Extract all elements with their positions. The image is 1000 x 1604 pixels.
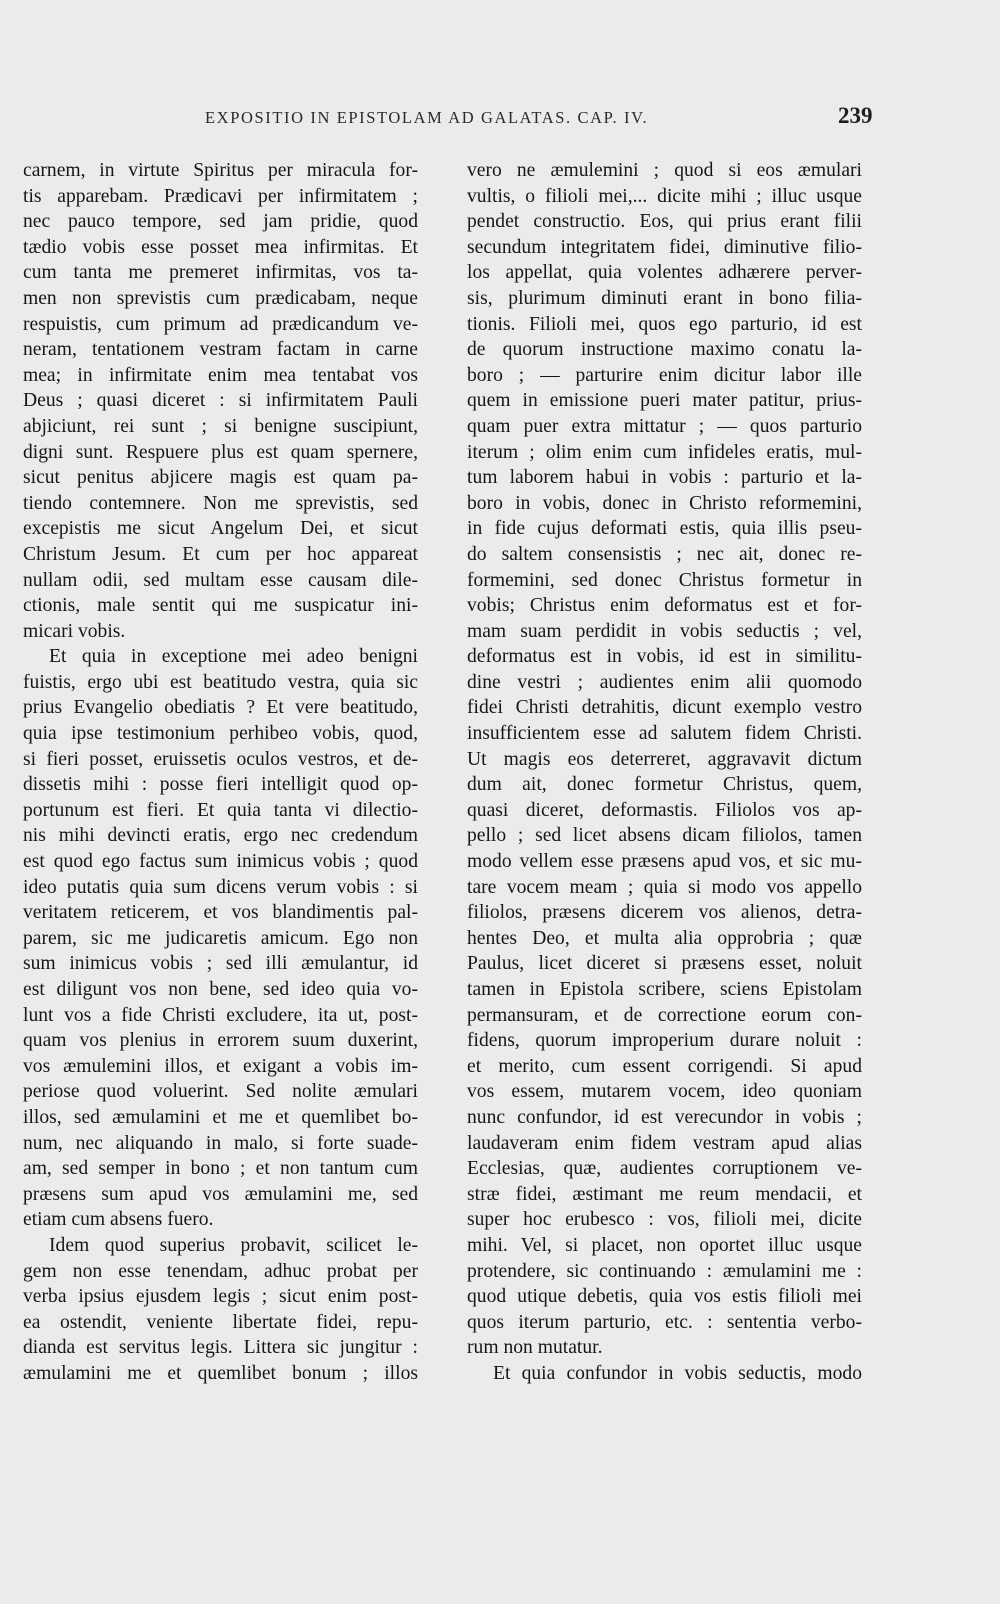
text-line: nis mihi devincti eratis, ergo nec credendum	[23, 825, 418, 847]
text-line: quam puer extra mittatur ; — quos parturio	[467, 415, 862, 437]
text-line: tamen in Epistola scribere, sciens Epistolam	[467, 979, 862, 1000]
text-line: Et quia confundor in vobis seductis, modo	[493, 1362, 862, 1384]
text-line: tum laborem habui in vobis : parturio et la-	[467, 467, 862, 489]
text-line: ideo putatis quia sum dicens verum vobis : si	[23, 876, 418, 898]
text-line: rum non mutatur.	[467, 1337, 603, 1359]
text-line: mihi. Vel, si placet, non oportet illuc usque	[467, 1234, 862, 1256]
text-line: de quorum instructione maximo conatu la-	[467, 339, 862, 361]
text-line: neram, tentationem vestram factam in carne	[23, 339, 418, 361]
text-line: ctionis, male sentit qui me suspicatur ini-	[23, 595, 418, 617]
text-line: vero ne æmulemini ; quod si eos æmulari	[467, 160, 862, 181]
text-line: digni sunt. Respuere plus est quam spernere,	[23, 441, 418, 463]
text-line: mea; in infirmitate enim mea tentabat vos	[23, 364, 418, 386]
text-line: et merito, cum essent corrigendi. Si apud	[467, 1055, 862, 1077]
text-line: vos æmulemini illos, et exigant a vobis im-	[23, 1055, 418, 1077]
text-line: nunc confundor, id est verecundor in vobis ;	[467, 1106, 862, 1128]
text-line: mam suam perdidit in vobis seductis ; vel,	[467, 620, 862, 642]
text-line: fidens, quorum improperium durare noluit :	[467, 1030, 862, 1052]
text-line: modo vellem esse præsens apud vos, et sic mu-	[467, 851, 862, 873]
right-text-column	[467, 158, 862, 1387]
text-line: Et quia in exceptione mei adeo benigni	[49, 646, 418, 668]
text-line: nec pauco tempore, sed jam pridie, quod	[23, 211, 418, 233]
text-line: quem in emissione pueri mater patitur, prius-	[467, 390, 862, 412]
text-line: vobis; Christus enim deformatus est et for-	[467, 595, 862, 617]
text-line: permansuram, et de correctione eorum con-	[467, 1004, 862, 1026]
text-line: formemini, sed donec Christus formetur in	[467, 569, 862, 591]
text-line: dianda est servitus legis. Littera sic jungitur :	[23, 1337, 418, 1359]
text-line: iterum ; olim enim cum infideles eratis, mul-	[467, 441, 862, 463]
text-line: nullam odii, sed multam esse causam dile-	[23, 569, 418, 591]
text-line: Ut magis eos deterreret, aggravavit dictum	[467, 748, 862, 770]
text-line: carnem, in virtute Spiritus per miracula for-	[23, 160, 418, 181]
text-line: vultis, o filioli mei,... dicite mihi ; illuc usque	[467, 185, 862, 207]
text-line: lunt vos a fide Christi excludere, ita ut, post-	[23, 1004, 418, 1026]
text-line: prius Evangelio obediatis ? Et vere beatitudo,	[23, 697, 418, 719]
text-line: filiolos, præsens dicerem vos alienos, detra-	[467, 902, 862, 924]
text-line: abjiciunt, rei sunt ; si benigne suscipiunt,	[23, 415, 418, 437]
text-line: protendere, sic continuando : æmulamini me :	[467, 1260, 862, 1282]
text-line: los appellat, quia volentes adhærere perver-	[467, 262, 862, 284]
text-line: am, sed semper in bono ; et non tantum cum	[23, 1158, 418, 1180]
text-line: secundum integritatem fidei, diminutive filio-	[467, 236, 862, 258]
text-line: parem, sic me judicaretis amicum. Ego non	[23, 927, 418, 949]
text-line: est quod ego factus sum inimicus vobis ; quod	[23, 851, 418, 873]
text-line: Ecclesias, quæ, audientes corruptionem ve-	[467, 1158, 862, 1180]
text-line: in fide cujus deformati estis, quia illis pseu-	[467, 518, 862, 540]
text-line: æmulamini me et quemlibet bonum ; illos	[23, 1362, 418, 1384]
text-line: veritatem reticerem, et vos blandimentis pal-	[23, 902, 418, 924]
text-line: insufficientem esse ad salutem fidem Christi.	[467, 723, 862, 745]
text-line: tare vocem meam ; quia si modo vos appello	[467, 876, 862, 898]
text-line: quasi diceret, deformastis. Filiolos vos ap-	[467, 799, 862, 821]
text-line: quos iterum parturio, etc. : sententia verbo-	[467, 1311, 862, 1333]
text-line: præsens sum apud vos æmulamini me, sed	[23, 1183, 418, 1205]
text-line: boro ; — parturire enim dicitur labor ille	[467, 364, 862, 386]
text-line: quia ipse testimonium perhibeo vobis, quod,	[23, 723, 418, 745]
left-text-column	[23, 158, 418, 1387]
running-title: EXPOSITIO IN EPISTOLAM AD GALATAS. CAP. IV.	[205, 108, 649, 127]
text-line: excepistis me sicut Angelum Dei, et sicut	[23, 518, 418, 540]
text-line: portunum est fieri. Et quia tanta vi dilectio-	[23, 799, 418, 821]
text-line: sicut penitus abjicere magis est quam pa-	[23, 467, 418, 489]
text-line: boro in vobis, donec in Christo reformemini,	[467, 492, 862, 514]
text-line: periose quod voluerint. Sed nolite æmulari	[23, 1081, 418, 1103]
text-line: super hoc erubesco : vos, filioli mei, dicite	[467, 1209, 862, 1231]
text-line: Paulus, licet diceret si præsens esset, noluit	[467, 953, 862, 975]
text-line: sum inimicus vobis ; sed illi æmulantur, id	[23, 953, 418, 975]
text-line: etiam cum absens fuero.	[23, 1209, 214, 1231]
text-line: fidei Christi detrahitis, dicunt exemplo vestro	[467, 697, 862, 719]
text-line: tiendo contemnere. Non me sprevistis, sed	[23, 492, 418, 514]
text-line: dine vestri ; audientes enim alii quomodo	[467, 671, 862, 693]
page-number: 239	[838, 103, 873, 128]
text-line: quam vos plenius in errorem suum duxerint,	[23, 1030, 418, 1052]
text-line: tis apparebam. Prædicavi per infirmitatem ;	[23, 185, 418, 207]
text-line: respuistis, cum primum ad prædicandum ve-	[23, 313, 418, 335]
text-line: cum tanta me premeret infirmitas, vos ta-	[23, 262, 418, 284]
text-line: men non sprevistis cum prædicabam, neque	[23, 287, 418, 309]
text-line: est diligunt vos non bene, sed ideo quia vo-	[23, 979, 418, 1000]
text-line: sis, plurimum diminuti erant in bono filia-	[467, 287, 862, 309]
text-line: fuistis, ergo ubi est beatitudo vestra, quia sic	[23, 671, 418, 693]
text-line: laudaveram enim fidem vestram apud alias	[467, 1132, 862, 1154]
text-line: tædio vobis esse posset mea infirmitas. Et	[23, 236, 418, 258]
text-line: deformatus est in vobis, id est in similitu-	[467, 646, 862, 668]
text-line: tionis. Filioli mei, quos ego parturio, id est	[467, 313, 862, 335]
text-line: gem non esse tenendam, adhuc probat per	[23, 1260, 418, 1282]
text-line: hentes Deo, et multa alia opprobria ; quæ	[467, 927, 862, 949]
text-line: verba ipsius ejusdem legis ; sicut enim post-	[23, 1286, 418, 1308]
text-line: illos, sed æmulamini et me et quemlibet bo-	[23, 1106, 418, 1128]
text-line: si fieri posset, eruissetis oculos vestros, et de-	[23, 748, 418, 770]
text-line: quod utique debetis, quia vos estis filioli mei	[467, 1286, 862, 1308]
text-line: ea ostendit, veniente libertate fidei, repu-	[23, 1311, 418, 1333]
text-line: vos essem, mutarem vocem, ideo quoniam	[467, 1081, 862, 1103]
text-line: num, nec aliquando in malo, si forte suade-	[23, 1132, 418, 1154]
text-line: stræ fidei, æstimant me reum mendacii, et	[467, 1183, 862, 1205]
text-line: dissetis mihi : posse fieri intelligit quod op-	[23, 774, 418, 796]
text-line: Idem quod superius probavit, scilicet le-	[49, 1234, 418, 1256]
text-line: Deus ; quasi diceret : si infirmitatem Pauli	[23, 390, 418, 412]
text-line: do saltem consensistis ; nec ait, donec re-	[467, 543, 862, 565]
text-line: pello ; sed licet absens dicam filiolos, tamen	[467, 825, 862, 847]
text-line: Christum Jesum. Et cum per hoc appareat	[23, 543, 418, 565]
text-line: pendet constructio. Eos, qui prius erant filii	[467, 211, 862, 233]
text-line: micari vobis.	[23, 620, 126, 642]
text-line: dum ait, donec formetur Christus, quem,	[467, 774, 862, 796]
